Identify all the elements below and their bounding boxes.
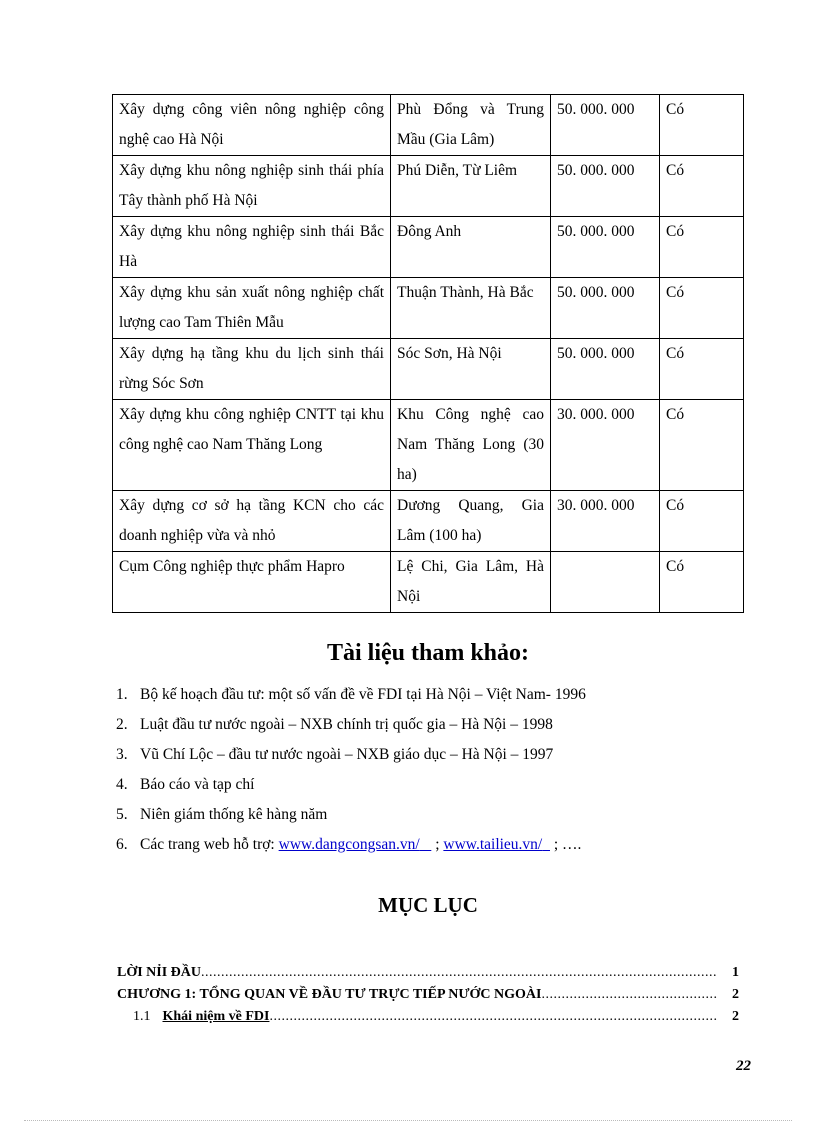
page-number: 22 [736, 1058, 751, 1074]
location-cell: Phú Diễn, Từ Liêm [391, 156, 551, 217]
toc-entry-label: LỜI NỈI ĐẦU [117, 965, 202, 980]
status-cell: Có [660, 552, 744, 613]
link-dangcongsan[interactable]: www.dangcongsan.vn/ [278, 836, 420, 853]
item-number: 5. [116, 806, 128, 823]
list-item [116, 680, 586, 710]
status-cell: Có [660, 400, 744, 491]
table-row [113, 278, 744, 339]
table-row [113, 400, 744, 491]
location-cell: Thuận Thành, Hà Bắc [391, 278, 551, 339]
capital-cell: 50. 000. 000 [551, 156, 660, 217]
project-name-cell: Xây dựng khu nông nghiệp sinh thái phía Tây thành phố Hà Nội [113, 156, 391, 217]
toc-leader-dots [201, 962, 717, 984]
item-text: Báo cáo và tạp chí [140, 776, 255, 793]
item-text: Niên giám thống kê hàng năm [140, 806, 328, 823]
list-item [116, 710, 586, 740]
capital-cell: 30. 000. 000 [551, 491, 660, 552]
capital-cell: 30. 000. 000 [551, 400, 660, 491]
location-cell: Lệ Chi, Gia Lâm, Hà Nội [391, 552, 551, 613]
toc-leader-dots [541, 984, 717, 1006]
status-cell: Có [660, 156, 744, 217]
status-cell: Có [660, 491, 744, 552]
list-item [116, 770, 586, 800]
capital-cell: 50. 000. 000 [551, 95, 660, 156]
project-name-cell: Xây dựng khu nông nghiệp sinh thái Bắc Hà [113, 217, 391, 278]
capital-cell [551, 552, 660, 613]
table-row [113, 95, 744, 156]
table-of-contents [117, 962, 739, 1028]
web-suffix: ; …. [550, 836, 582, 853]
toc-entry[interactable] [117, 962, 739, 984]
capital-cell: 50. 000. 000 [551, 217, 660, 278]
toc-entry-page: 2 [732, 1009, 739, 1024]
item-number: 1. [116, 686, 128, 703]
toc-heading: MỤC LỤC [378, 893, 478, 917]
project-table [112, 94, 744, 613]
toc-entry-page: 1 [732, 965, 739, 980]
item-text: Luật đầu tư nước ngoài – NXB chính trị quốc gia – Hà Nội – 1998 [140, 716, 553, 733]
table-row [113, 156, 744, 217]
location-cell: Dương Quang, Gia Lâm (100 ha) [391, 491, 551, 552]
location-cell: Đông Anh [391, 217, 551, 278]
capital-cell: 50. 000. 000 [551, 339, 660, 400]
web-prefix: Các trang web hỗ trợ: [140, 836, 279, 853]
list-item [116, 740, 586, 770]
toc-section-number: 1.1 [133, 1009, 151, 1024]
references-list [116, 680, 586, 860]
item-text: Bộ kế hoạch đầu tư: một số vấn đề về FDI tại Hà Nội – Việt Nam- 1996 [140, 686, 586, 703]
status-cell: Có [660, 95, 744, 156]
table-row [113, 491, 744, 552]
toc-entry-page: 2 [732, 987, 739, 1002]
status-cell: Có [660, 339, 744, 400]
project-name-cell: Xây dựng hạ tầng khu du lịch sinh thái rừng Sóc Sơn [113, 339, 391, 400]
project-name-cell: Xây dựng công viên nông nghiệp công nghệ cao Hà Nội [113, 95, 391, 156]
page-bottom-divider [24, 1120, 792, 1121]
status-cell: Có [660, 217, 744, 278]
location-cell: Sóc Sơn, Hà Nội [391, 339, 551, 400]
table-row [113, 552, 744, 613]
item-number: 6. [116, 836, 128, 853]
status-cell: Có [660, 278, 744, 339]
link-separator: ; [431, 836, 444, 853]
item-text: Vũ Chí Lộc – đầu tư nước ngoài – NXB giáo dục – Hà Nội – 1997 [140, 746, 554, 763]
toc-entry[interactable] [117, 984, 739, 1006]
project-name-cell: Xây dựng khu công nghiệp CNTT tại khu công nghệ cao Nam Thăng Long [113, 400, 391, 491]
table-row [113, 217, 744, 278]
link-tailieu[interactable]: www.tailieu.vn/ [443, 836, 543, 853]
list-item [116, 830, 586, 860]
project-name-cell: Xây dựng khu sản xuất nông nghiệp chất lượng cao Tam Thiên Mẫu [113, 278, 391, 339]
toc-entry-label: CHƯƠNG 1: TỔNG QUAN VỀ ĐẦU TƯ TRỰC TIẾP NƯỚC NGOÀI [117, 987, 542, 1002]
item-number: 3. [116, 746, 128, 763]
project-name-cell: Cụm Công nghiệp thực phẩm Hapro [113, 552, 391, 613]
list-item [116, 800, 586, 830]
project-name-cell: Xây dựng cơ sở hạ tầng KCN cho các doanh nghiệp vừa và nhỏ [113, 491, 391, 552]
capital-cell: 50. 000. 000 [551, 278, 660, 339]
item-number: 4. [116, 776, 128, 793]
toc-leader-dots [269, 1006, 717, 1028]
references-heading: Tài liệu tham khảo: [326, 640, 530, 666]
item-number: 2. [116, 716, 128, 733]
toc-entry[interactable] [117, 1006, 739, 1028]
table-row [113, 339, 744, 400]
location-cell: Phù Đổng và Trung Mầu (Gia Lâm) [391, 95, 551, 156]
toc-entry-label: Khái niệm về FDI [162, 1009, 270, 1024]
location-cell: Khu Công nghệ cao Nam Thăng Long (30 ha) [391, 400, 551, 491]
